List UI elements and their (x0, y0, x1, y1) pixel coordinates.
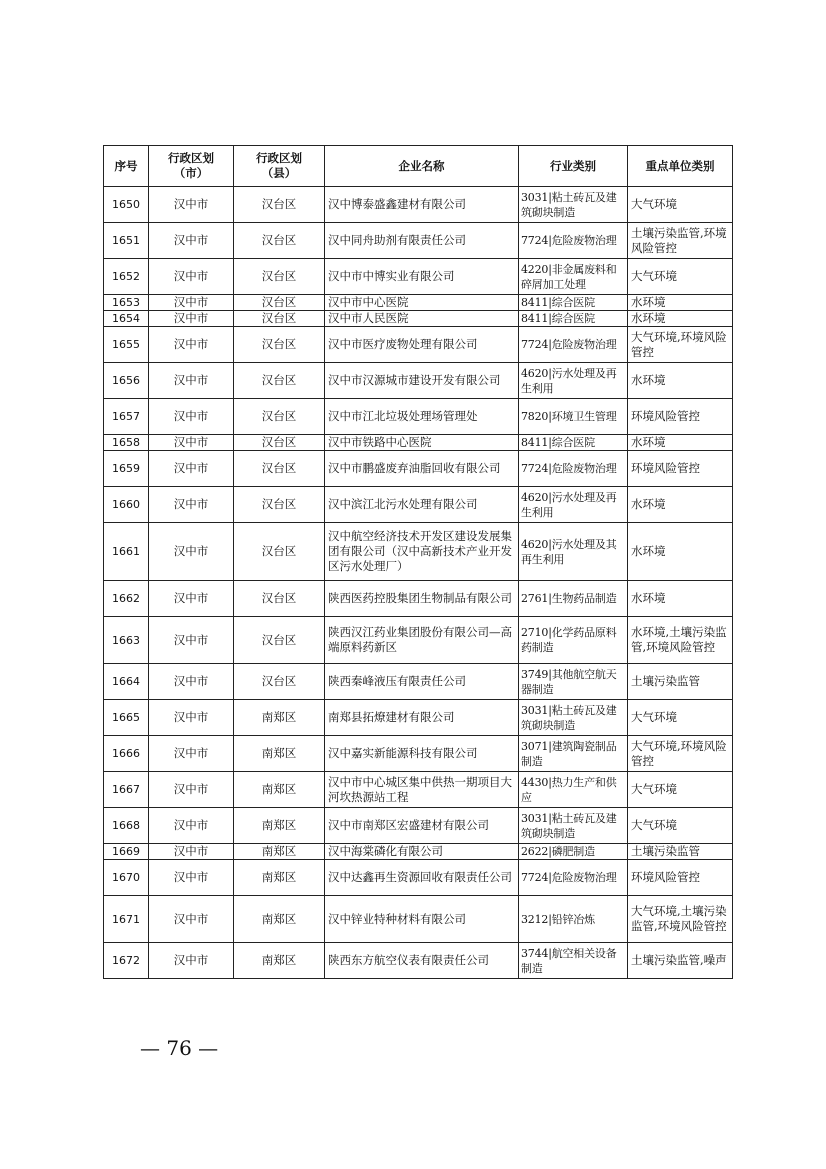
cell-type: 环境风险管控 (628, 451, 733, 487)
table-row (104, 860, 733, 896)
cell-city: 汉中市 (149, 664, 234, 700)
cell-city: 汉中市 (149, 700, 234, 736)
cell-seq: 1657 (104, 399, 149, 435)
cell-county: 汉台区 (234, 581, 325, 617)
cell-county: 南郑区 (234, 736, 325, 772)
cell-name: 汉中锌业特种材料有限公司 (325, 896, 519, 943)
cell-name: 汉中市鹏盛废弃油脂回收有限公司 (325, 451, 519, 487)
cell-seq: 1652 (104, 259, 149, 295)
cell-city: 汉中市 (149, 311, 234, 327)
cell-industry: 4220|非金属废料和碎屑加工处理 (519, 259, 628, 295)
cell-city: 汉中市 (149, 581, 234, 617)
table-row (104, 259, 733, 295)
cell-seq: 1662 (104, 581, 149, 617)
cell-name: 汉中滨江北污水处理有限公司 (325, 487, 519, 523)
cell-county: 汉台区 (234, 259, 325, 295)
cell-seq: 1666 (104, 736, 149, 772)
cell-industry: 7724|危险废物治理 (519, 223, 628, 259)
cell-city: 汉中市 (149, 943, 234, 979)
cell-type: 土壤污染监管,噪声 (628, 943, 733, 979)
cell-name: 陕西汉江药业集团股份有限公司—高端原料药新区 (325, 617, 519, 664)
enterprise-table (103, 145, 733, 979)
cell-county: 汉台区 (234, 295, 325, 311)
cell-industry: 7820|环境卫生管理 (519, 399, 628, 435)
table-row (104, 327, 733, 363)
cell-industry: 7724|危险废物治理 (519, 860, 628, 896)
cell-name: 汉中市南郑区宏盛建材有限公司 (325, 808, 519, 844)
cell-type: 大气环境,土壤污染监管,环境风险管控 (628, 896, 733, 943)
table-row (104, 581, 733, 617)
cell-county: 汉台区 (234, 451, 325, 487)
cell-county: 汉台区 (234, 363, 325, 399)
cell-type: 水环境 (628, 581, 733, 617)
cell-seq: 1659 (104, 451, 149, 487)
cell-city: 汉中市 (149, 844, 234, 860)
cell-industry: 4620|污水处理及再生利用 (519, 487, 628, 523)
cell-city: 汉中市 (149, 259, 234, 295)
table-row (104, 187, 733, 223)
cell-seq: 1650 (104, 187, 149, 223)
cell-county: 南郑区 (234, 943, 325, 979)
cell-type: 土壤污染监管,环境风险管控 (628, 223, 733, 259)
cell-seq: 1663 (104, 617, 149, 664)
cell-name: 陕西秦峰液压有限责任公司 (325, 664, 519, 700)
cell-industry: 3031|粘土砖瓦及建筑砌块制造 (519, 187, 628, 223)
cell-county: 汉台区 (234, 664, 325, 700)
header-seq: 序号 (104, 146, 149, 187)
cell-county: 汉台区 (234, 399, 325, 435)
cell-industry: 2761|生物药品制造 (519, 581, 628, 617)
cell-industry: 3212|铅锌冶炼 (519, 896, 628, 943)
cell-seq: 1669 (104, 844, 149, 860)
cell-seq: 1651 (104, 223, 149, 259)
table-row (104, 736, 733, 772)
cell-type: 大气环境,环境风险管控 (628, 736, 733, 772)
table-row (104, 487, 733, 523)
cell-type: 水环境 (628, 435, 733, 451)
header-industry: 行业类别 (519, 146, 628, 187)
table-row (104, 523, 733, 581)
cell-type: 大气环境,环境风险管控 (628, 327, 733, 363)
cell-county: 汉台区 (234, 487, 325, 523)
cell-county: 南郑区 (234, 844, 325, 860)
table-row (104, 451, 733, 487)
cell-type: 大气环境 (628, 259, 733, 295)
cell-seq: 1658 (104, 435, 149, 451)
cell-name: 汉中市铁路中心医院 (325, 435, 519, 451)
cell-type: 大气环境 (628, 808, 733, 844)
cell-city: 汉中市 (149, 487, 234, 523)
cell-seq: 1660 (104, 487, 149, 523)
cell-name: 汉中同舟助剂有限责任公司 (325, 223, 519, 259)
cell-industry: 4620|污水处理及其再生利用 (519, 523, 628, 581)
cell-type: 土壤污染监管 (628, 844, 733, 860)
cell-type: 水环境 (628, 295, 733, 311)
cell-city: 汉中市 (149, 617, 234, 664)
cell-industry: 3031|粘土砖瓦及建筑砌块制造 (519, 700, 628, 736)
table-row (104, 311, 733, 327)
cell-industry: 7724|危险废物治理 (519, 327, 628, 363)
cell-county: 汉台区 (234, 523, 325, 581)
table-body (104, 187, 733, 979)
table-row (104, 772, 733, 808)
cell-county: 南郑区 (234, 772, 325, 808)
cell-type: 水环境 (628, 311, 733, 327)
cell-industry: 8411|综合医院 (519, 311, 628, 327)
cell-city: 汉中市 (149, 295, 234, 311)
cell-seq: 1656 (104, 363, 149, 399)
cell-city: 汉中市 (149, 523, 234, 581)
cell-name: 陕西医药控股集团生物制品有限公司 (325, 581, 519, 617)
cell-county: 汉台区 (234, 311, 325, 327)
cell-county: 汉台区 (234, 187, 325, 223)
cell-name: 汉中市中心医院 (325, 295, 519, 311)
table-row (104, 896, 733, 943)
cell-city: 汉中市 (149, 435, 234, 451)
cell-county: 南郑区 (234, 700, 325, 736)
cell-type: 大气环境 (628, 772, 733, 808)
cell-county: 汉台区 (234, 617, 325, 664)
cell-county: 南郑区 (234, 808, 325, 844)
cell-name: 汉中达鑫再生资源回收有限责任公司 (325, 860, 519, 896)
cell-type: 大气环境 (628, 700, 733, 736)
table-header-row (104, 146, 733, 187)
table-row (104, 435, 733, 451)
header-type: 重点单位类别 (628, 146, 733, 187)
cell-name: 汉中市汉源城市建设开发有限公司 (325, 363, 519, 399)
cell-city: 汉中市 (149, 327, 234, 363)
cell-type: 水环境 (628, 487, 733, 523)
cell-city: 汉中市 (149, 363, 234, 399)
cell-name: 汉中市江北垃圾处理场管理处 (325, 399, 519, 435)
cell-seq: 1672 (104, 943, 149, 979)
table-row (104, 844, 733, 860)
cell-county: 南郑区 (234, 896, 325, 943)
cell-city: 汉中市 (149, 399, 234, 435)
cell-name: 南郑县拓燎建材有限公司 (325, 700, 519, 736)
page-number: — 76 — (140, 1036, 219, 1060)
table-row (104, 223, 733, 259)
table-row (104, 363, 733, 399)
cell-type: 水环境 (628, 523, 733, 581)
cell-type: 水环境 (628, 363, 733, 399)
cell-name: 汉中市人民医院 (325, 311, 519, 327)
header-name: 企业名称 (325, 146, 519, 187)
table-row (104, 664, 733, 700)
cell-type: 土壤污染监管 (628, 664, 733, 700)
cell-type: 水环境,土壤污染监管,环境风险管控 (628, 617, 733, 664)
cell-seq: 1670 (104, 860, 149, 896)
cell-seq: 1668 (104, 808, 149, 844)
cell-name: 汉中嘉实新能源科技有限公司 (325, 736, 519, 772)
table-row (104, 943, 733, 979)
cell-industry: 3031|粘土砖瓦及建筑砌块制造 (519, 808, 628, 844)
cell-industry: 7724|危险废物治理 (519, 451, 628, 487)
cell-name: 汉中海棠磷化有限公司 (325, 844, 519, 860)
cell-city: 汉中市 (149, 860, 234, 896)
table-row (104, 808, 733, 844)
cell-seq: 1653 (104, 295, 149, 311)
cell-industry: 8411|综合医院 (519, 295, 628, 311)
cell-industry: 8411|综合医院 (519, 435, 628, 451)
cell-seq: 1664 (104, 664, 149, 700)
cell-city: 汉中市 (149, 772, 234, 808)
cell-county: 南郑区 (234, 860, 325, 896)
cell-name: 汉中市医疗废物处理有限公司 (325, 327, 519, 363)
cell-city: 汉中市 (149, 808, 234, 844)
cell-city: 汉中市 (149, 896, 234, 943)
cell-name: 汉中博泰盛鑫建材有限公司 (325, 187, 519, 223)
table-row (104, 399, 733, 435)
cell-city: 汉中市 (149, 451, 234, 487)
table-row (104, 700, 733, 736)
table-row (104, 617, 733, 664)
cell-industry: 4620|污水处理及再生利用 (519, 363, 628, 399)
cell-industry: 2622|磷肥制造 (519, 844, 628, 860)
cell-county: 汉台区 (234, 327, 325, 363)
cell-industry: 4430|热力生产和供应 (519, 772, 628, 808)
cell-type: 大气环境 (628, 187, 733, 223)
cell-name: 汉中航空经济技术开发区建设发展集团有限公司（汉中高新技术产业开发区污水处理厂） (325, 523, 519, 581)
header-county: 行政区划 （县） (234, 146, 325, 187)
cell-industry: 3071|建筑陶瓷制品制造 (519, 736, 628, 772)
cell-seq: 1665 (104, 700, 149, 736)
cell-type: 环境风险管控 (628, 399, 733, 435)
cell-name: 汉中市中心城区集中供热一期项目大河坎热源站工程 (325, 772, 519, 808)
header-city: 行政区划 （市） (149, 146, 234, 187)
table-row (104, 295, 733, 311)
cell-type: 环境风险管控 (628, 860, 733, 896)
cell-industry: 3749|其他航空航天器制造 (519, 664, 628, 700)
cell-seq: 1654 (104, 311, 149, 327)
cell-industry: 2710|化学药品原料药制造 (519, 617, 628, 664)
cell-seq: 1655 (104, 327, 149, 363)
cell-seq: 1661 (104, 523, 149, 581)
cell-industry: 3744|航空相关设备制造 (519, 943, 628, 979)
cell-name: 汉中市中博实业有限公司 (325, 259, 519, 295)
cell-county: 汉台区 (234, 435, 325, 451)
cell-county: 汉台区 (234, 223, 325, 259)
cell-seq: 1671 (104, 896, 149, 943)
cell-city: 汉中市 (149, 187, 234, 223)
cell-city: 汉中市 (149, 736, 234, 772)
cell-name: 陕西东方航空仪表有限责任公司 (325, 943, 519, 979)
cell-city: 汉中市 (149, 223, 234, 259)
cell-seq: 1667 (104, 772, 149, 808)
